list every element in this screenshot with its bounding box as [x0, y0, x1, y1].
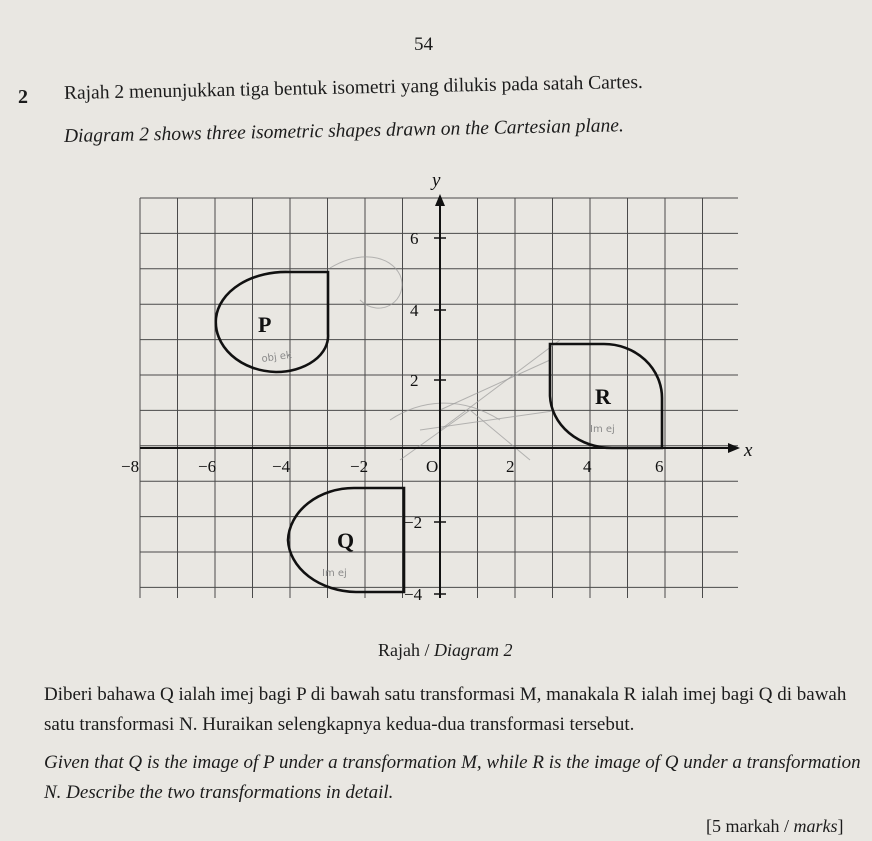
- shape-r-label: R: [595, 384, 611, 409]
- y-tick-label: 2: [410, 371, 419, 390]
- caption-malay: Rajah /: [378, 640, 434, 660]
- handwritten-note: obj ek: [260, 349, 293, 365]
- x-axis-label: x: [744, 440, 753, 461]
- shape-q-label: Q: [337, 528, 355, 553]
- y-axis-label: y: [432, 170, 441, 191]
- caption-english: Diagram 2: [434, 640, 513, 660]
- task-paragraph-malay: Diberi bahawa Q ialah imej bagi P di bawah satu transformasi M, manakala R ialah imej bagi Q di bawah satu transformasi N. Huraikan selengkapnya kedua-dua transformasi tersebut.: [44, 684, 847, 735]
- handwritten-note: Im ej: [322, 568, 347, 579]
- x-tick-label: 4: [583, 457, 592, 476]
- shape-p-label: P: [258, 312, 272, 337]
- question-stem-malay: Rajah 2 menunjukkan tiga bentuk isometri yang dilukis pada satah Cartes.: [63, 71, 644, 104]
- marks-bracket: ]: [837, 816, 844, 836]
- x-tick-label: 6: [655, 457, 664, 476]
- y-axis-arrow: [435, 194, 445, 206]
- marks-english: marks: [793, 816, 838, 836]
- y-tick-label: −2: [404, 513, 423, 532]
- x-axis-arrow: [728, 443, 740, 453]
- x-tick-label: 2: [506, 457, 515, 476]
- handwritten-note: Im ej: [590, 424, 615, 435]
- x-tick-label: −8: [121, 457, 140, 476]
- x-tick-label: −2: [350, 457, 369, 476]
- x-tick-label: −6: [198, 457, 217, 476]
- task-paragraph-english: Given that Q is the image of P under a transformation M, while R is the image of Q under a transformation N. Describe the two transformations in detail.: [44, 752, 861, 803]
- marks-allocation: [706, 816, 843, 837]
- question-stem-english: Diagram 2 shows three isometric shapes drawn on the Cartesian plane.: [63, 115, 624, 147]
- diagram-caption: [378, 640, 513, 661]
- origin-label: O: [426, 457, 439, 476]
- marks-malay: [5 markah /: [706, 816, 794, 836]
- page-number: 54: [414, 34, 433, 55]
- y-tick-label: 4: [410, 301, 419, 320]
- x-tick-label: −4: [272, 457, 291, 476]
- y-tick-label: −4: [404, 585, 423, 604]
- y-tick-label: 6: [410, 229, 419, 248]
- question-number: 2: [18, 86, 28, 108]
